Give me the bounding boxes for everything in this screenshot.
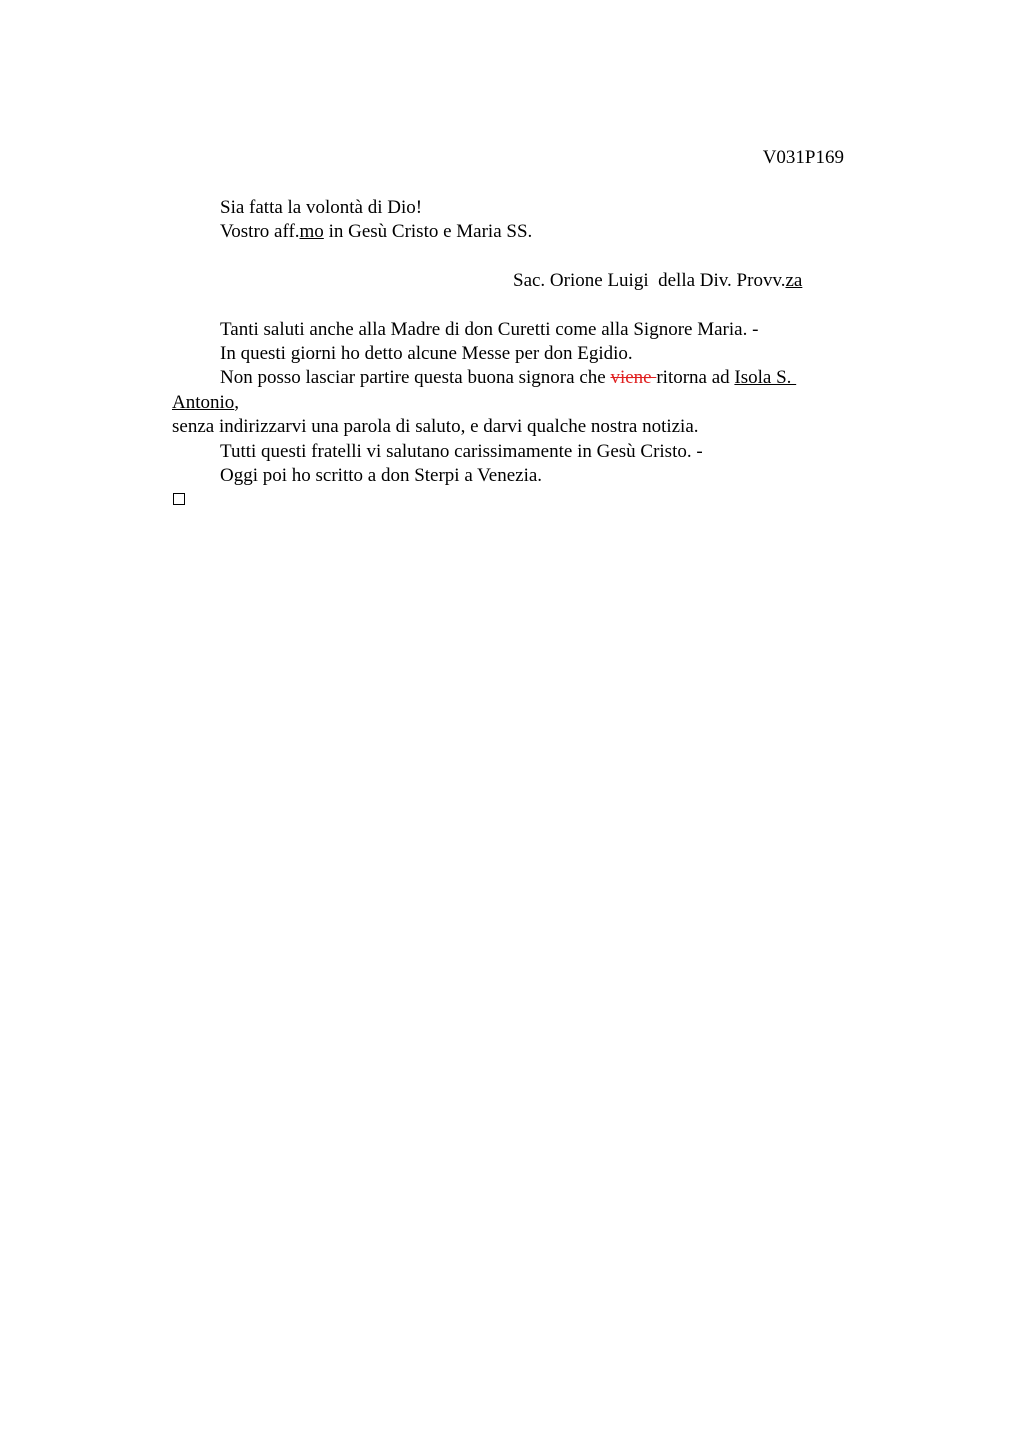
postscript-line-2: In questi giorni ho detto alcune Messe per don Egidio.: [220, 343, 633, 364]
struck-word: viene: [610, 367, 657, 388]
place-name-part-2: Antonio: [172, 392, 235, 413]
postscript-line-1: Tanti saluti anche alla Madre di don Curetti come alla Signore Maria. -: [220, 319, 759, 340]
signature-text: Sac. Orione Luigi della Div. Provv.: [513, 270, 786, 291]
closing-abbrev: mo: [299, 221, 324, 242]
closing-line: [220, 220, 532, 244]
postscript-line-5: senza indirizzarvi una parola di saluto, e darvi qualche nostra notizia.: [172, 416, 699, 437]
signature-abbrev: za: [785, 270, 803, 291]
postscript-line-3: [220, 366, 796, 390]
opening-line: Sia fatta la volontà di Dio!: [220, 197, 423, 218]
checkbox-square-icon: [173, 493, 185, 505]
line3-text-a: Non posso lasciar partire questa buona signora che: [220, 367, 611, 388]
postscript-line-7: Oggi poi ho scritto a don Sterpi a Venezia.: [220, 465, 543, 486]
page-code: V031P169: [762, 147, 844, 168]
signature: [513, 269, 802, 293]
closing-text-a: Vostro aff.: [220, 221, 300, 242]
line4-comma: ,: [234, 392, 240, 413]
place-name-part-1: Isola S.: [734, 367, 797, 388]
closing-text-b: in Gesù Cristo e Maria SS.: [323, 221, 533, 242]
line3-text-b: ritorna ad: [656, 367, 735, 388]
postscript-line-6: Tutti questi fratelli vi salutano carissimamente in Gesù Cristo. -: [220, 441, 703, 462]
postscript-line-4: [172, 391, 239, 415]
